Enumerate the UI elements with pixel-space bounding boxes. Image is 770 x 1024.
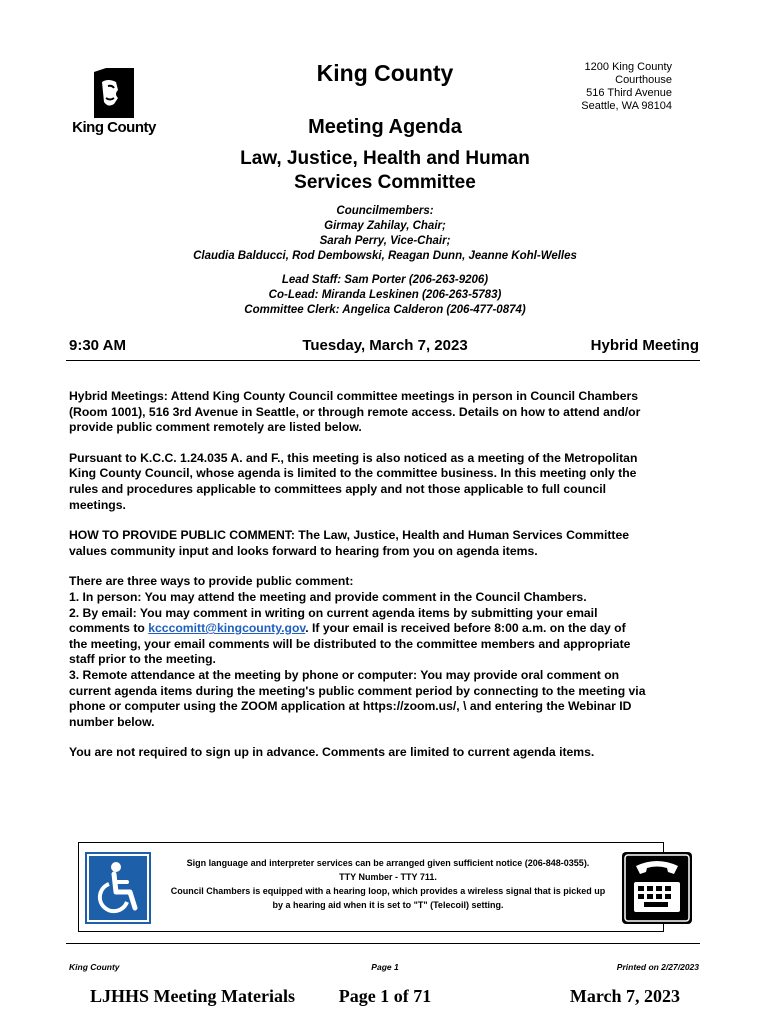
text-line: provide public comment remotely are listed below. <box>69 420 362 435</box>
public-comment-paragraph <box>69 528 709 559</box>
email-link[interactable]: kcccomitt@kingcounty.gov <box>148 621 306 636</box>
text-line: phone or computer using the ZOOM application at https://zoom.us/, \ and entering the Webinar ID <box>69 699 632 714</box>
text-line: rules and procedures applicable to committees apply and not those applicable to full council <box>69 481 607 496</box>
hybrid-meetings-paragraph <box>69 389 709 436</box>
text-line: King County Council, whose agenda is limited to the committee business. In this meeting only the <box>69 466 637 481</box>
text-line: values community input and looks forward to hearing from you on agenda items. <box>69 543 538 558</box>
agenda-body <box>69 389 709 776</box>
staff-line: Co-Lead: Miranda Leskinen (206-263-5783) <box>268 289 502 301</box>
text-fragment: . If your email is received before 8:00 a.m. on the day of <box>305 621 626 636</box>
text-line: Pursuant to K.C.C. 1.24.035 A. and F., this meeting is also noticed as a meeting of the Metropolitan <box>69 450 638 465</box>
accessibility-line: TTY Number - TTY 711. <box>339 872 437 882</box>
org-title: King County <box>316 60 454 86</box>
accessibility-line: Sign language and interpreter services can be arranged given sufficient notice (206-848-0355). <box>186 858 590 868</box>
member-line: Girmay Zahilay, Chair; <box>324 220 446 232</box>
text-line: (Room 1001), 516 3rd Avenue in Seattle, or through remote access. Details on how to attend and/or <box>69 404 641 419</box>
footer-page: Page 1 <box>371 962 399 972</box>
councilmembers-block <box>0 204 770 264</box>
divider <box>66 943 700 944</box>
stamp-page-count: Page 1 of 71 <box>338 986 432 1006</box>
kcc-notice-paragraph <box>69 451 709 513</box>
meeting-date: Tuesday, March 7, 2023 <box>302 337 468 354</box>
text-line: Hybrid Meetings: Attend King County Council committee meetings in person in Council Chambers <box>69 389 639 403</box>
footer-left: King County <box>69 962 120 972</box>
text-line: staff prior to the meeting. <box>69 652 216 667</box>
sign-up-paragraph <box>69 745 709 761</box>
meeting-type: Hybrid Meeting <box>590 337 699 354</box>
text-line: number below. <box>69 714 155 729</box>
accessibility-text <box>160 856 616 912</box>
stamp-date: March 7, 2023 <box>569 986 680 1006</box>
address-block <box>581 61 672 113</box>
stamp-materials: LJHHS Meeting Materials <box>90 986 295 1006</box>
text-line: You are not required to sign up in advance. Comments are limited to current agenda items. <box>69 745 595 760</box>
footer-printed-date: Printed on 2/27/2023 <box>616 962 699 972</box>
committee-line: Services Committee <box>294 172 476 193</box>
committee-line: Law, Justice, Health and Human <box>240 148 530 169</box>
accessibility-line: by a hearing aid when it is set to "T" (Telecoil) setting. <box>272 900 504 910</box>
address-line: Courthouse <box>615 74 672 86</box>
text-line: current agenda items during the meeting's public comment period by connecting to the meeting via <box>69 683 646 698</box>
staff-line: Committee Clerk: Angelica Calderon (206-477-0874) <box>244 304 526 316</box>
tty-icon <box>622 852 692 924</box>
comment-methods-paragraph <box>69 574 709 730</box>
member-line: Claudia Balducci, Rod Dembowski, Reagan Dunn, Jeanne Kohl-Welles <box>193 250 577 262</box>
divider <box>66 360 700 361</box>
text-fragment: comments to <box>69 621 149 636</box>
staff-line: Lead Staff: Sam Porter (206-263-9206) <box>281 274 489 286</box>
text-line: There are three ways to provide public comment: <box>69 574 354 589</box>
address-line: 516 Third Avenue <box>586 87 672 99</box>
meeting-time: 9:30 AM <box>69 337 126 354</box>
logo-text: King County <box>72 119 156 136</box>
text-line: HOW TO PROVIDE PUBLIC COMMENT: The Law, Justice, Health and Human Services Committee <box>69 528 630 543</box>
agenda-title: Meeting Agenda <box>308 116 462 138</box>
member-line: Sarah Perry, Vice-Chair; <box>319 235 451 247</box>
staff-block <box>0 273 770 318</box>
text-line: 2. By email: You may comment in writing on current agenda items by submitting your email <box>69 605 598 620</box>
text-line: meetings. <box>69 497 126 512</box>
text-line: 3. Remote attendance at the meeting by phone or computer: You may provide oral comment on <box>69 667 620 682</box>
text-line <box>69 621 709 637</box>
member-line: Councilmembers: <box>336 205 434 217</box>
text-line: 1. In person: You may attend the meeting and provide comment in the Council Chambers. <box>69 589 587 604</box>
wheelchair-icon <box>85 852 151 924</box>
address-line: Seattle, WA 98104 <box>581 100 672 112</box>
committee-name <box>0 147 770 195</box>
text-line: the meeting, your email comments will be distributed to the committee members and appropriate <box>69 636 631 651</box>
accessibility-line: Council Chambers is equipped with a hearing loop, which provides a wireless signal that is picked up <box>170 886 606 896</box>
address-line: 1200 King County <box>584 61 672 73</box>
